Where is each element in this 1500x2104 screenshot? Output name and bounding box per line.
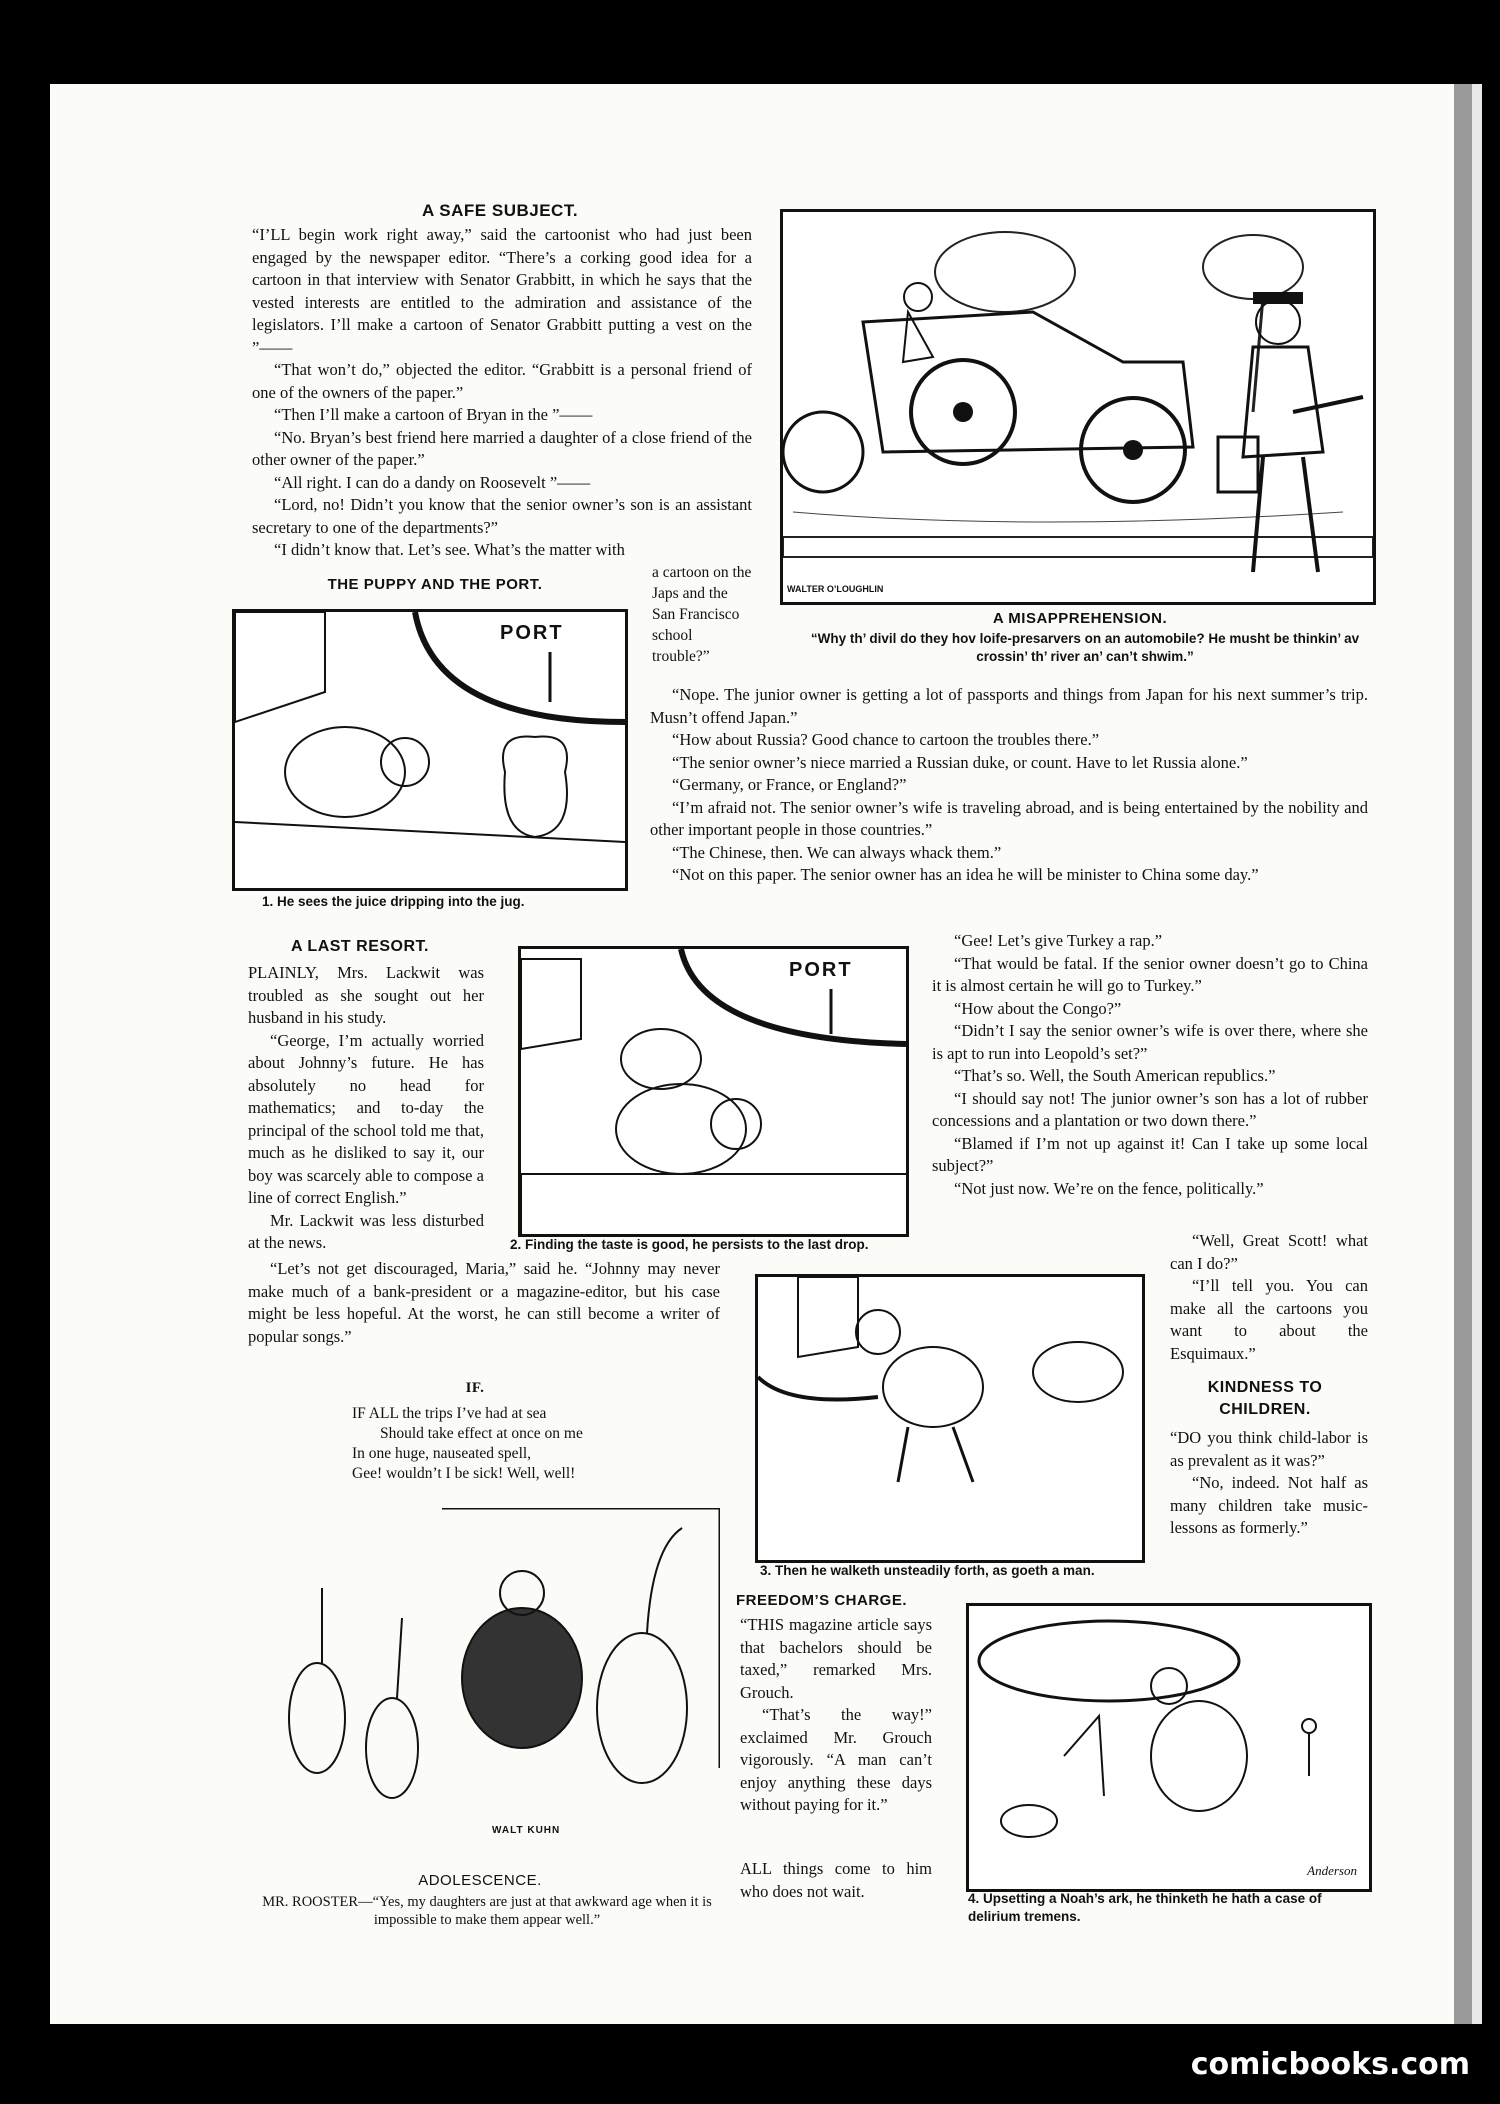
puppy-drinking-illustration — [521, 949, 906, 1234]
puppy-caption-3: 3. Then he walketh unsteadily forth, as goeth a man. — [760, 1563, 1095, 1578]
paragraph: “That’s so. Well, the South American republics.” — [954, 1066, 1276, 1085]
safe-subject-right-column — [932, 930, 1368, 1200]
paragraph: “I’ll tell you. You can make all the cartoons you want to about the Esquimaux.” — [1170, 1276, 1368, 1363]
puppy-caption-4: 4. Upsetting a Noah’s ark, he thinketh he hath a case of delirium tremens. — [968, 1891, 1322, 1924]
cartoonist-signature: WALTER O’LOUGHLIN — [787, 584, 884, 594]
paragraph: “Let’s not get discouraged, Maria,” said he. “Johnny may never make much of a bank-president or a magazine-editor, but his case might be less hopeful. At the worst, he can still become a writer of popular songs.” — [248, 1259, 720, 1346]
paragraph: “THIS magazine article says that bachelors should be taxed,” remarked Mrs. Grouch. — [740, 1615, 932, 1702]
paragraph: “Blamed if I’m not up against it! Can I take up some local subject?” — [932, 1133, 1368, 1175]
puppy-caption-1: 1. He sees the juice dripping into the jug. — [262, 894, 525, 909]
paragraph: “Then I’ll make a cartoon of Bryan in the ”—— — [274, 405, 593, 424]
site-watermark: comicbooks.com — [1190, 2047, 1470, 2082]
paragraph: “The senior owner’s niece married a Russian duke, or count. Have to let Russia alone.” — [672, 752, 1248, 772]
safe-subject-title: A SAFE SUBJECT. — [421, 201, 579, 220]
artist-signature: Anderson — [1307, 1863, 1357, 1878]
misapprehension-caption: “Why th’ divil do they hov loife-presarvers on an automobile? He musht be thinkin’ av crossin’ th’ river an’ can’t shwim.” — [810, 631, 1360, 664]
paragraph: “How about the Congo?” — [954, 998, 1122, 1018]
puppy-panel-4 — [966, 1603, 1372, 1892]
page-edge-light — [1472, 84, 1482, 2024]
page-edge — [1454, 84, 1472, 2024]
paragraph: “I should say not! The junior owner’s son has a lot of rubber concessions and a plantation or two down there.” — [932, 1088, 1368, 1130]
paragraph: “All right. I can do a dandy on Roosevelt ”—— — [274, 472, 591, 492]
paragraph: “Well, Great Scott! what can I do?” — [1170, 1231, 1368, 1273]
last-resort-ending — [248, 1258, 720, 1348]
paragraph: “That would be fatal. If the senior owner doesn’t go to China it is almost certain he will go to Turkey.” — [932, 953, 1368, 995]
rooster-and-hens-illustration — [262, 1508, 720, 1848]
paragraph: “That’s the way!” exclaimed Mr. Grouch vigorously. “A man can’t enjoy anything these days without paying for it.” — [740, 1705, 932, 1814]
poem-line: IF ALL the trips I’ve had at sea — [352, 1405, 547, 1422]
adolescence-caption: MR. ROOSTER—“Yes, my daughters are just at that awkward age when it is impossible to make them appear well.” — [262, 1894, 712, 1928]
freedom-title: FREEDOM’S CHARGE. — [736, 1592, 908, 1609]
adolescence-title: ADOLESCENCE. — [418, 1872, 542, 1889]
paragraph: “Not just now. We’re on the fence, politically.” — [954, 1178, 1264, 1198]
freedom-body — [740, 1614, 932, 1817]
poem-line: In one huge, nauseated spell, — [352, 1445, 532, 1462]
paragraph: PLAINLY, Mrs. Lackwit was troubled as she sought out her husband in his study. — [248, 963, 484, 1027]
paragraph: “DO you think child-labor is as prevalent as it was?” — [1170, 1428, 1368, 1470]
paragraph: “George, I’m actually worried about Johnny’s future. He has absolutely no head for mathematics; and to-day the principal of the school told me that, much as he disliked to say it, our boy was scarcely able to compose a line of correct English.” — [248, 1030, 484, 1207]
puppy-panel-3 — [755, 1274, 1145, 1563]
last-resort-body — [248, 962, 484, 1255]
paragraph: Mr. Lackwit was less disturbed at the news. — [248, 1210, 484, 1252]
kindness-title: KINDNESS TO CHILDREN. — [1207, 1379, 1323, 1418]
paragraph: “Not on this paper. The senior owner has an idea he will be minister to China some day.” — [672, 865, 1259, 884]
adolescence-cartoon — [262, 1508, 720, 1848]
automobile-cartoon — [780, 209, 1376, 605]
misapprehension-title: A MISAPPREHENSION. — [992, 610, 1168, 627]
if-poem — [352, 1404, 652, 1484]
puppy-caption-2: 2. Finding the taste is good, he persists to the last drop. — [510, 1237, 869, 1252]
paragraph: “That won’t do,” objected the editor. “Grabbitt is a personal friend of one of the owners of the paper.” — [252, 360, 752, 402]
puppy-panel-2 — [518, 946, 909, 1237]
safe-subject-body — [252, 224, 752, 562]
safe-subject-narrow: a cartoon on the Japs and the San Francisco school trouble?” — [652, 564, 752, 665]
poem-line: Gee! wouldn’t I be sick! Well, well! — [352, 1465, 576, 1482]
barrel-label: PORT — [500, 622, 564, 644]
paragraph: “Nope. The junior owner is getting a lot of passports and things from Japan for his next summer’s trip. Musn’t offend Japan.” — [650, 685, 1368, 727]
filler-text: ALL things come to him who does not wait. — [740, 1859, 932, 1901]
safe-subject-continuation — [650, 684, 1368, 887]
automobile-illustration — [783, 212, 1373, 602]
paragraph: “I didn’t know that. Let’s see. What’s the matter with — [274, 540, 625, 559]
safe-subject-ending — [1170, 1230, 1368, 1365]
kindness-body — [1170, 1427, 1368, 1540]
puppy-jug-illustration — [235, 612, 625, 888]
paragraph: “Didn’t I say the senior owner’s wife is over there, where she is apt to run into Leopold’s set?” — [932, 1021, 1368, 1063]
paragraph: “Lord, no! Didn’t you know that the senior owner’s son is an assistant secretary to one of the departments?” — [252, 495, 752, 537]
paragraph: “I’LL begin work right away,” said the cartoonist who had just been engaged by the newspaper editor. “There’s a corking good idea for a cartoon in that interview with Senator Grabbitt, in which he says that the vested interests are entitled to the admiration and assistance of the legislators. I’ll make a cartoon of Senator Grabbitt putting a vest on the ”—— — [252, 225, 752, 357]
paragraph: “No, indeed. Not half as many children take music-lessons as formerly.” — [1170, 1473, 1368, 1537]
if-poem-title: IF. — [465, 1380, 485, 1396]
poem-line: Should take effect at once on me — [380, 1425, 583, 1442]
barrel-label: PORT — [789, 959, 853, 981]
paragraph: “Germany, or France, or England?” — [672, 775, 907, 794]
paragraph: “How about Russia? Good chance to cartoon the troubles there.” — [672, 730, 1100, 749]
paragraph: “No. Bryan’s best friend here married a daughter of a close friend of the other owner of the paper.” — [252, 427, 752, 469]
last-resort-title: A LAST RESORT. — [291, 938, 429, 955]
puppy-panel-1 — [232, 609, 628, 891]
paragraph: “I’m afraid not. The senior owner’s wife is traveling abroad, and is being entertained by the nobility and other important people in those countries.” — [650, 797, 1368, 839]
puppy-walking-illustration — [758, 1277, 1142, 1560]
noahs-ark-illustration — [969, 1606, 1369, 1889]
cartoonist-signature: WALT KUHN — [492, 1825, 561, 1836]
paragraph: “Gee! Let’s give Turkey a rap.” — [954, 931, 1163, 950]
puppy-title: THE PUPPY AND THE PORT. — [327, 576, 543, 593]
paragraph: “The Chinese, then. We can always whack them.” — [672, 842, 1002, 862]
